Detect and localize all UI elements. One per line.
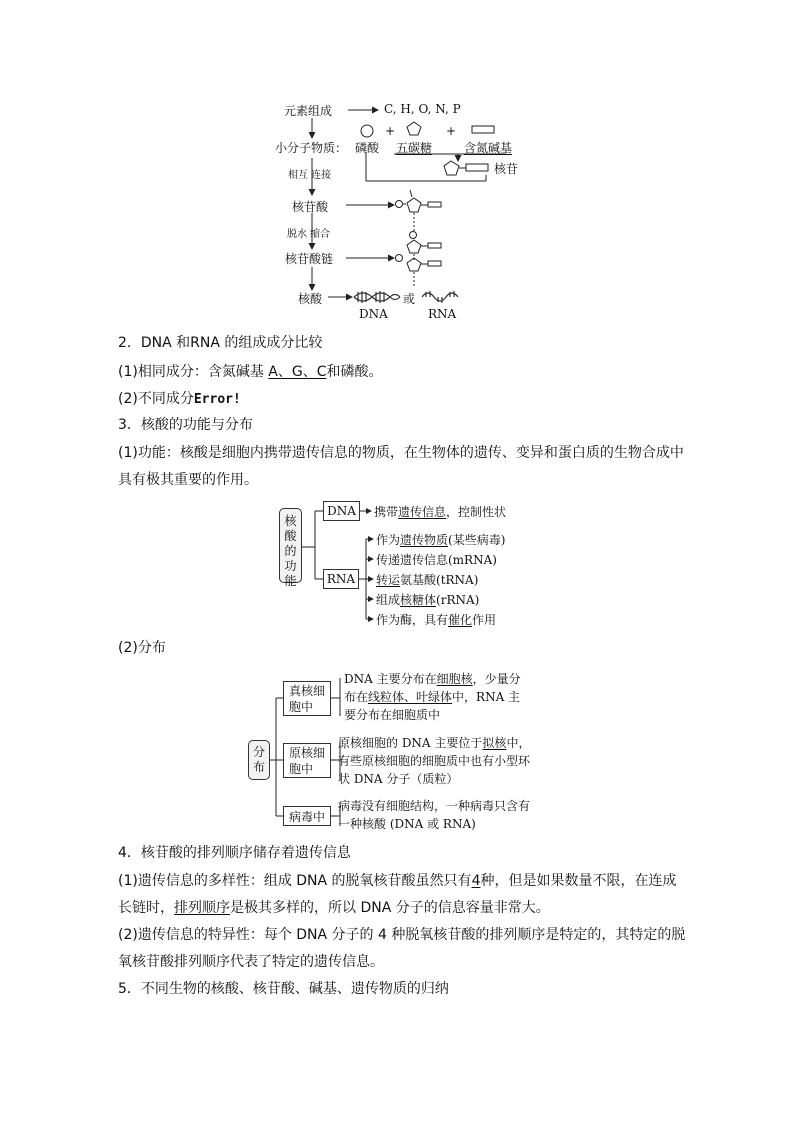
text: 传递遗传信息(mRNA)	[376, 553, 497, 567]
text: 携带	[374, 505, 399, 519]
rna-box: RNA	[323, 569, 359, 589]
underlined-term: 遗传信息	[398, 505, 447, 519]
elements-label: 元素组成	[284, 104, 333, 118]
underlined-term: 细胞核	[436, 672, 473, 686]
text: (1)遗传信息的多样性：组成 DNA 的脱氧核苷酸虽然只有	[118, 873, 472, 889]
step-connect-label: 相互 连接	[288, 170, 332, 181]
underlined-term: 排列顺序	[174, 900, 230, 916]
text: (1)相同成分：含氮碱基	[118, 364, 269, 380]
underlined-term: 催化	[448, 613, 473, 627]
underlined-term: 4	[471, 873, 481, 889]
text: 中，	[506, 736, 531, 750]
section-5-heading: 5．不同生物的核酸、核苷酸、碱基、遗传物质的归纳	[118, 981, 449, 997]
prokaryote-box: 原核细胞中	[283, 743, 331, 778]
section-4-para-2-line-2: 氧核苷酸排列顺序代表了特定的遗传信息。	[118, 954, 384, 970]
section-3-para-1-line-2: 具有极其重要的作用。	[118, 472, 258, 488]
text: DNA 主要分布在	[344, 672, 437, 686]
virus-desc-line: 一种核酸 (DNA 或 RNA)	[338, 817, 476, 831]
eukaryote-box: 真核细胞中	[283, 681, 331, 716]
underlined-term: 转运	[376, 573, 401, 587]
text: 作为酶，具有	[376, 613, 449, 627]
step-condense-label: 脱水 缩合	[287, 229, 331, 240]
prokaryote-desc-line	[338, 734, 530, 751]
section-4-heading: 4．核苷酸的排列顺序储存着遗传信息	[118, 845, 351, 861]
base-label: 含氮碱基	[464, 141, 513, 155]
text: (2)不同成分	[118, 391, 194, 407]
text: 是极其多样的，所以 DNA 分子的信息容量非常大。	[230, 900, 550, 916]
pentose-label: 五碳糖	[396, 141, 433, 155]
underlined-term: 核糖体	[400, 593, 437, 607]
prokaryote-desc-line: 状 DNA 分子（质粒）	[338, 772, 459, 786]
plus-sign: +	[385, 124, 396, 138]
virus-desc-line: 病毒没有细胞结构，一种病毒只含有	[338, 799, 531, 813]
eukaryote-desc-line: 要分布在细胞质中	[344, 708, 441, 722]
text: 长链时，	[118, 900, 174, 916]
text: (某些病毒)	[448, 533, 506, 547]
error-field: Error!	[193, 392, 241, 407]
bases-underlined: A、G、C	[268, 364, 327, 380]
eukaryote-desc-line	[344, 670, 521, 687]
section-2-heading: 2．DNA 和RNA 的组成成分比较	[118, 335, 323, 351]
underlined-term: 遗传物质	[400, 533, 449, 547]
virus-box: 病毒中	[283, 806, 331, 826]
section-3-para-2: (2)分布	[118, 640, 166, 656]
elements-list: C, H, O, N, P	[384, 102, 461, 116]
section-4-para-1-line-1	[118, 871, 676, 891]
text: 作为	[376, 533, 401, 547]
or-label: 或	[403, 292, 416, 306]
section-4-para-2-line-1: (2)遗传信息的特异性：每个 DNA 分子的 4 种脱氧核苷酸的排列顺序是特定的，其特定的脱	[118, 927, 686, 943]
section-3-heading: 3．核酸的功能与分布	[118, 417, 253, 433]
nucleic-acid-label: 核酸	[298, 292, 323, 306]
rna-label: RNA	[428, 307, 457, 321]
section-3-para-1-line-1: (1)功能：核酸是细胞内携带遗传信息的物质，在生物体的遗传、变异和蛋白质的生物合成中	[118, 445, 684, 461]
text: 组成	[376, 593, 401, 607]
distribution-root-box: 分布	[248, 740, 270, 780]
text: 布在	[344, 690, 369, 704]
text: ，少量分	[472, 672, 521, 686]
underlined-term: 拟核	[482, 736, 507, 750]
underlined-term: 线粒体、叶绿体	[368, 690, 453, 704]
small-molecules-label: 小分子物质：	[275, 141, 348, 155]
text: (rRNA)	[436, 593, 480, 607]
plus-sign: +	[446, 124, 457, 138]
phosphate-label: 磷酸	[355, 141, 380, 155]
section-4-para-1-line-2	[118, 898, 550, 918]
text: 作用	[472, 613, 497, 627]
nucleotide-label: 核苷酸	[292, 200, 329, 214]
text: 种，但是如果数量不限，在连成	[480, 873, 677, 889]
prokaryote-desc-line: 有些原核细胞的细胞质中也有小型环	[338, 754, 531, 768]
text: 氨基酸(tRNA)	[400, 573, 479, 587]
text: 和磷酸。	[326, 364, 383, 380]
nucleoside-label: 核苷	[494, 162, 519, 176]
text: 原核细胞的 DNA 主要位于	[338, 736, 483, 750]
text: ，控制性状	[446, 505, 507, 519]
eukaryote-desc-line	[344, 688, 520, 705]
nucleotide-chain-label: 核苷酸链	[285, 252, 334, 266]
dna-label: DNA	[359, 307, 388, 321]
text: 中，RNA 主	[452, 690, 521, 704]
function-root-box: 核酸的功能	[279, 508, 302, 583]
dna-box: DNA	[323, 501, 360, 521]
